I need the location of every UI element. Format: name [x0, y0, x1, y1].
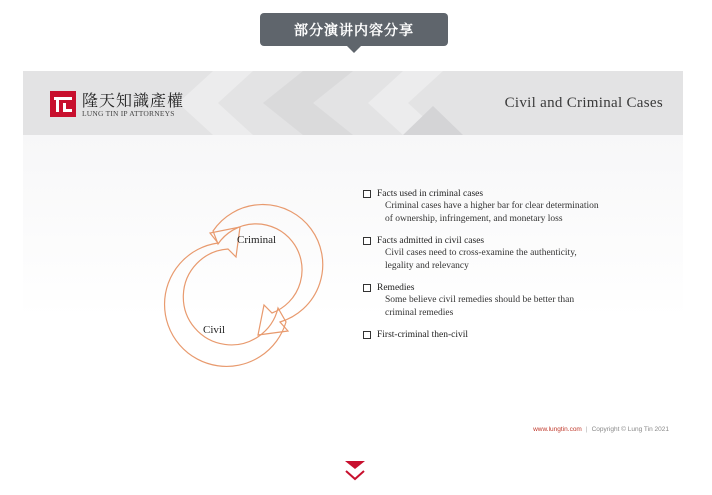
civil-criminal-cycle-diagram	[138, 167, 338, 397]
logo-english-name: LUNG TIN IP ATTORNEYS	[82, 109, 175, 118]
bullet-heading: First-criminal then-civil	[377, 330, 469, 340]
bullet-item	[363, 188, 663, 226]
bullet-heading: Facts admitted in civil cases	[377, 236, 485, 246]
checkbox-bullet-icon	[363, 284, 371, 292]
lungtin-logo-icon	[50, 91, 76, 117]
diagram-label-criminal: Criminal	[237, 234, 277, 246]
footer-copyright: Copyright © Lung Tin 2021	[591, 426, 669, 433]
bullet-heading: Facts used in criminal cases	[377, 189, 484, 199]
bullet-detail: Criminal cases have a higher bar for clear determination of ownership, infringement, and monetary loss	[385, 201, 599, 224]
diagram-label-civil: Civil	[203, 324, 226, 336]
bullet-item	[363, 329, 663, 341]
checkbox-bullet-icon	[363, 190, 371, 198]
slide-footer	[533, 426, 669, 433]
section-banner-label: 部分演讲内容分享	[294, 22, 414, 39]
slide-body	[23, 135, 683, 441]
slide-title: Civil and Criminal Cases	[504, 95, 663, 111]
bullet-item	[363, 282, 663, 320]
bullet-detail: Some believe civil remedies should be better than criminal remedies	[385, 295, 575, 318]
bullet-detail: Civil cases need to cross-examine the authenticity, legality and relevancy	[385, 248, 577, 271]
bullet-heading: Remedies	[377, 283, 415, 293]
bullet-list	[363, 188, 663, 350]
slide-header	[23, 71, 683, 135]
banner-pointer	[346, 45, 362, 53]
presentation-slide	[23, 71, 683, 441]
footer-url[interactable]: www.lungtin.com	[533, 426, 582, 433]
logo-chinese-name: 隆天知識產權	[82, 91, 185, 110]
section-banner	[260, 13, 448, 46]
bullet-item	[363, 235, 663, 273]
checkbox-bullet-icon	[363, 237, 371, 245]
checkbox-bullet-icon	[363, 331, 371, 339]
footer-separator: |	[585, 426, 588, 433]
double-chevron-down-icon[interactable]	[344, 460, 366, 482]
